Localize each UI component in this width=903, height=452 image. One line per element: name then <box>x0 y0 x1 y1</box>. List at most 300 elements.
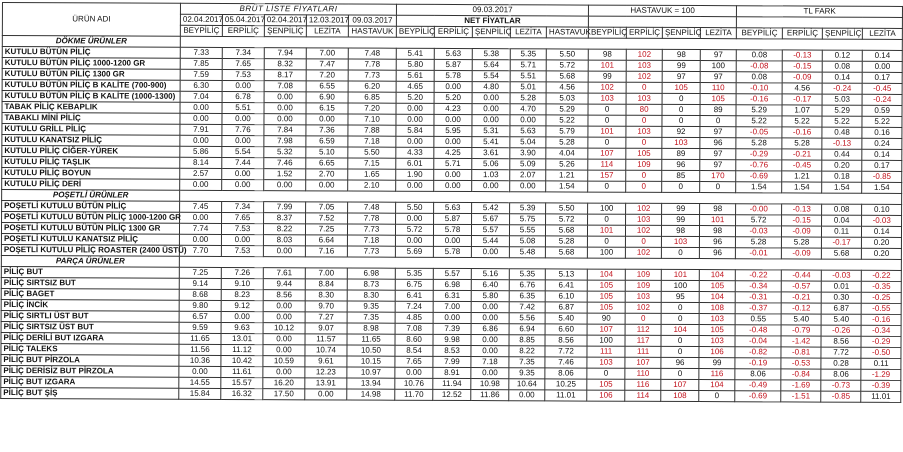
net-price-cell: 10.64 <box>509 379 545 390</box>
brut-price-cell: 7.65 <box>222 58 264 69</box>
tl-fark-cell: -0.15 <box>782 61 822 72</box>
net-price-cell: 4.80 <box>472 82 510 93</box>
net-price-cell: 5.57 <box>472 225 510 236</box>
tl-fark-cell: -0.69 <box>735 391 781 402</box>
brut-price-cell: 1.52 <box>264 169 306 180</box>
net-price-cell: 5.40 <box>545 313 587 324</box>
section-title: PARÇA ÜRÜNLER <box>1 256 179 268</box>
net-price-cell: 5.20 <box>396 92 434 103</box>
net-price-cell: 4.23 <box>434 103 472 114</box>
tl-fark-cell: 0.14 <box>862 149 902 160</box>
net-price-cell: 8.22 <box>509 346 545 357</box>
hastavuk-index-cell: 108 <box>699 303 735 314</box>
tl-fark-cell: 0.44 <box>822 149 862 160</box>
net-price-cell: 5.50 <box>546 49 588 60</box>
sub-net-2: ERPİLİÇ <box>434 26 472 37</box>
net-price-cell: 7.99 <box>433 356 471 367</box>
brut-price-cell: 10.74 <box>305 345 347 356</box>
hastavuk-index-cell: 105 <box>587 291 625 302</box>
net-price-cell: 6.41 <box>545 280 587 291</box>
brut-price-cell: 7.76 <box>222 124 264 135</box>
brut-price-cell: 7.34 <box>222 47 264 58</box>
hastavuk-index-cell: 99 <box>699 358 735 369</box>
product-name: PİLİÇ İNCİK <box>1 300 179 312</box>
hastavuk-index-cell: 105 <box>700 94 736 105</box>
net-price-cell: 0.00 <box>433 312 471 323</box>
net-price-cell: 5.50 <box>546 203 588 214</box>
hastavuk-index-cell: 105 <box>626 148 662 159</box>
hastavuk-index-cell: 114 <box>588 159 626 170</box>
hastavuk-index-cell: 104 <box>699 270 735 281</box>
sub-tl-4: LEZİTA <box>862 28 902 39</box>
tl-fark-cell: -0.15 <box>782 215 822 226</box>
net-price-cell: 5.41 <box>472 137 510 148</box>
brut-price-cell: 0.00 <box>263 334 305 345</box>
brut-price-cell: 9.44 <box>263 279 305 290</box>
tl-fark-cell: -0.26 <box>821 325 861 336</box>
tl-fark-cell: 8.06 <box>821 369 861 380</box>
hastavuk-index-cell: 98 <box>662 225 700 236</box>
hastavuk-index-cell: 109 <box>625 280 661 291</box>
hastavuk-index-cell: 99 <box>662 60 700 71</box>
tl-fark-cell: -0.16 <box>782 127 822 138</box>
tl-fark-cell: -0.24 <box>822 83 862 94</box>
net-price-cell: 6.87 <box>545 302 587 313</box>
brut-price-cell: 0.00 <box>305 389 347 400</box>
hastavuk-index-cell: 102 <box>626 49 662 60</box>
net-price-cell: 5.63 <box>434 202 472 213</box>
brut-price-cell: 7.84 <box>264 125 306 136</box>
tl-fark-cell: 0.08 <box>822 61 862 72</box>
brut-price-cell: 9.07 <box>305 323 347 334</box>
hastavuk-index-cell: 102 <box>626 71 662 82</box>
net-price-cell: 5.22 <box>546 115 588 126</box>
brut-price-cell: 10.59 <box>263 356 305 367</box>
product-name: KUTULU BÜTÜN PİLİÇ B KALİTE (700-900) <box>2 80 180 92</box>
hastavuk-index-cell: 99 <box>662 214 700 225</box>
hastavuk-index-cell: 99 <box>662 203 700 214</box>
product-name: KUTULU PİLİÇ DERİ <box>2 179 180 191</box>
tl-fark-cell: 1.54 <box>822 182 862 193</box>
brut-price-cell: 5.86 <box>180 146 222 157</box>
hastavuk-index-cell: 0 <box>700 116 736 127</box>
net-price-cell: 0.00 <box>396 114 434 125</box>
hastavuk-index-cell: 89 <box>700 105 736 116</box>
product-name: KUTULU PİLİÇ TAŞLIK <box>2 157 180 169</box>
hastavuk-index-cell: 105 <box>587 379 625 390</box>
hastavuk-index-cell: 0 <box>661 302 699 313</box>
product-name: PİLİÇ BAGET <box>1 289 179 301</box>
tl-fark-cell: -0.48 <box>735 325 781 336</box>
tl-fark-cell: -0.12 <box>781 303 821 314</box>
brut-price-cell: 7.08 <box>264 81 306 92</box>
brut-price-cell: 7.48 <box>348 48 396 59</box>
brut-price-cell: 7.05 <box>306 202 348 213</box>
hastavuk-index-cell: 97 <box>700 72 736 83</box>
tl-fark-cell: -0.21 <box>782 149 822 160</box>
brut-price-cell: 15.84 <box>179 388 221 399</box>
brut-price-cell: 7.34 <box>222 201 264 212</box>
hastavuk-index-cell: 97 <box>700 127 736 138</box>
hastavuk-index-cell: 103 <box>625 291 661 302</box>
hastavuk-index-cell: 90 <box>587 313 625 324</box>
brut-price-cell: 15.57 <box>221 377 263 388</box>
brut-price-cell: 0.00 <box>263 367 305 378</box>
net-price-cell: 5.87 <box>434 213 472 224</box>
hastavuk-index-cell: 104 <box>661 324 699 335</box>
tl-fark-cell: -1.29 <box>861 369 901 380</box>
tl-fark-cell: 0.24 <box>862 138 902 149</box>
net-price-cell: 8.54 <box>395 345 433 356</box>
brut-price-cell: 6.64 <box>305 235 347 246</box>
net-price-cell: 5.35 <box>510 49 546 60</box>
tl-fark-cell: 8.06 <box>735 369 781 380</box>
brut-price-cell: 2.10 <box>348 180 396 191</box>
hastavuk-index-cell: 0 <box>661 247 699 258</box>
hastavuk-index-cell: 107 <box>588 148 626 159</box>
tl-fark-cell: 5.28 <box>736 138 782 149</box>
brut-price-cell: 7.85 <box>180 58 222 69</box>
tl-fark-cell: 5.29 <box>736 105 782 116</box>
brut-price-cell: 16.32 <box>221 388 263 399</box>
net-price-cell: 7.00 <box>433 301 471 312</box>
brut-price-cell: 0.00 <box>179 366 221 377</box>
net-price-cell: 5.48 <box>509 247 545 258</box>
hastavuk-index-cell: 89 <box>662 148 700 159</box>
tl-fark-cell: 0.20 <box>862 248 902 259</box>
hastavuk-index-cell: 104 <box>699 380 735 391</box>
brut-price-cell: 0.00 <box>222 179 264 190</box>
hastavuk-index-cell: 0 <box>662 93 700 104</box>
brut-price-cell: 7.78 <box>348 213 396 224</box>
brut-price-cell: 0.00 <box>180 113 222 124</box>
net-price-cell: 5.71 <box>510 60 546 71</box>
tl-fark-cell: -0.35 <box>861 281 901 292</box>
tl-fark-cell: -1.42 <box>781 336 821 347</box>
hastavuk-index-cell: 112 <box>625 324 661 335</box>
net-price-cell: 5.68 <box>546 225 588 236</box>
net-price-cell: 0.00 <box>509 390 545 401</box>
net-price-cell: 5.28 <box>545 236 587 247</box>
hastavuk-index-cell: 96 <box>700 138 736 149</box>
product-name: KUTULU KANATSIZ PİLİÇ <box>2 135 180 147</box>
hastavuk-index-cell: 0 <box>626 82 662 93</box>
net-price-cell: 5.55 <box>510 225 546 236</box>
brut-price-cell: 7.73 <box>348 70 396 81</box>
net-price-cell: 5.08 <box>509 236 545 247</box>
tl-fark-cell: -0.25 <box>861 292 901 303</box>
net-price-cell: 5.87 <box>434 59 472 70</box>
brut-price-cell: 7.48 <box>348 202 396 213</box>
date-header: 09.03.2017 <box>396 4 588 16</box>
brut-price-cell: 7.15 <box>348 158 396 169</box>
net-price-cell: 9.35 <box>509 368 545 379</box>
brut-price-cell: 10.50 <box>347 345 395 356</box>
net-price-cell: 8.53 <box>433 345 471 356</box>
brut-price-cell: 8.84 <box>305 279 347 290</box>
brut-price-cell: 6.90 <box>306 92 348 103</box>
brut-price-cell: 6.57 <box>179 311 221 322</box>
tl-fark-cell: 0.08 <box>736 72 782 83</box>
net-price-cell: 1.21 <box>546 170 588 181</box>
brut-price-cell: 9.14 <box>179 278 221 289</box>
hastavuk-index-cell: 106 <box>699 347 735 358</box>
brut-price-cell: 7.65 <box>222 212 264 223</box>
hastavuk-index-cell: 103 <box>626 93 662 104</box>
tl-fark-cell: 0.08 <box>822 204 862 215</box>
net-price-cell: 0.00 <box>472 181 510 192</box>
brut-price-cell: 7.20 <box>306 70 348 81</box>
net-price-cell: 0.00 <box>472 115 510 126</box>
brut-price-cell: 7.00 <box>306 48 348 59</box>
net-price-cell: 5.44 <box>471 236 509 247</box>
net-price-cell: 3.90 <box>510 148 546 159</box>
tl-fark-cell: 0.20 <box>822 160 862 171</box>
brut-price-cell: 12.23 <box>305 367 347 378</box>
net-price-cell: 10.76 <box>395 378 433 389</box>
brut-price-cell: 9.70 <box>305 301 347 312</box>
brut-price-cell: 0.00 <box>263 301 305 312</box>
brut-price-cell: 6.65 <box>306 158 348 169</box>
tl-fark-cell: -0.85 <box>821 391 861 402</box>
brut-price-cell: 7.53 <box>221 245 263 256</box>
tl-fark-cell: -0.00 <box>736 204 782 215</box>
tl-fark-cell: 5.29 <box>822 105 862 116</box>
net-price-cell: 0.00 <box>396 180 434 191</box>
brut-price-cell: 7.78 <box>348 59 396 70</box>
brut-price-cell: 9.12 <box>221 300 263 311</box>
hastavuk-index-cell: 103 <box>662 236 700 247</box>
brut-price-cell: 0.00 <box>264 114 306 125</box>
hastavuk-index-cell: 0 <box>626 137 662 148</box>
hastavuk-index-cell: 0 <box>661 368 699 379</box>
hastavuk-index-cell: 103 <box>699 336 735 347</box>
hastavuk-index-cell: 109 <box>626 159 662 170</box>
brut-price-cell: 7.98 <box>264 136 306 147</box>
hastavuk-index-cell: 101 <box>588 225 626 236</box>
net-price-cell: 7.42 <box>509 302 545 313</box>
brut-price-cell: 0.00 <box>221 234 263 245</box>
brut-price-cell: 11.65 <box>179 333 221 344</box>
tl-fark-cell: 0.28 <box>821 358 861 369</box>
hastavuk-index-cell: 110 <box>700 83 736 94</box>
brut-price-cell: 7.74 <box>179 223 221 234</box>
hastavuk-index-cell: 0 <box>626 181 662 192</box>
hastavuk-index-cell: 0 <box>587 368 625 379</box>
sub-ht-4: LEZİTA <box>700 28 736 39</box>
tl-fark-cell: -0.44 <box>781 270 821 281</box>
brut-price-cell: 11.65 <box>347 334 395 345</box>
tl-fark-cell: 0.30 <box>821 292 861 303</box>
net-price-cell: 0.00 <box>510 115 546 126</box>
section-title: DÖKME ÜRÜNLER <box>2 36 180 48</box>
hastavuk-index-cell: 0 <box>588 115 626 126</box>
net-price-cell: 7.46 <box>545 357 587 368</box>
hastavuk-index-cell: 99 <box>588 71 626 82</box>
sub-brut-5: HASTAVUK <box>348 26 396 37</box>
product-name: KUTULU PİLİÇ BOYUN <box>2 168 180 180</box>
hastavuk-index-cell: 100 <box>588 203 626 214</box>
hastavuk-index-cell: 106 <box>587 390 625 401</box>
product-name: TABAKLI MİNİ PİLİÇ <box>2 113 180 125</box>
net-price-cell: 4.04 <box>546 148 588 159</box>
net-price-cell: 0.00 <box>471 335 509 346</box>
brut-price-cell: 7.47 <box>306 59 348 70</box>
hastavuk-index-cell: 0 <box>626 236 662 247</box>
hastavuk-index-cell: 157 <box>588 170 626 181</box>
product-name: PİLİÇ DERİLİ BUT IZGARA <box>1 333 179 345</box>
product-name: PİLİÇ BUT <box>1 267 179 279</box>
brut-price-cell: 0.00 <box>222 113 264 124</box>
tl-fark-cell: 5.40 <box>821 314 861 325</box>
net-price-cell: 11.01 <box>545 390 587 401</box>
brut-price-cell: 10.97 <box>347 367 395 378</box>
hastavuk-index-cell: 97 <box>662 71 700 82</box>
brut-price-cell: 8.30 <box>305 290 347 301</box>
tl-fark-cell: -0.37 <box>735 303 781 314</box>
net-price-cell: 5.03 <box>546 93 588 104</box>
net-price-cell: 5.72 <box>546 60 588 71</box>
tl-fark-header: TL FARK <box>737 6 903 18</box>
hastavuk-index-cell: 100 <box>587 335 625 346</box>
hastavuk-index-cell: 103 <box>587 357 625 368</box>
hastavuk-index-cell: 108 <box>661 390 699 401</box>
tl-fark-cell: -0.29 <box>861 336 901 347</box>
brut-price-cell: 8.14 <box>180 157 222 168</box>
brut-price-cell: 7.59 <box>180 69 222 80</box>
brut-price-cell: 7.35 <box>347 312 395 323</box>
hastavuk-index-cell: 97 <box>700 50 736 61</box>
tl-fark-cell: -0.13 <box>822 138 862 149</box>
brut-price-cell: 5.32 <box>264 147 306 158</box>
brut-price-cell: 0.00 <box>180 102 222 113</box>
hastavuk-index-cell: 98 <box>588 49 626 60</box>
product-name: PİLİÇ SIRTSIZ ÜST BUT <box>1 322 179 334</box>
tl-fark-cell: -0.10 <box>736 83 782 94</box>
net-price-cell: 5.78 <box>434 224 472 235</box>
brut-price-cell: 7.70 <box>179 245 221 256</box>
hastavuk-index-cell: 100 <box>700 61 736 72</box>
hastavuk-index-cell: 102 <box>588 82 626 93</box>
tl-fark-cell: 5.68 <box>822 248 862 259</box>
product-name: PİLİÇ SIRTSIZ BUT <box>1 278 179 290</box>
brut-price-cell: 10.36 <box>179 355 221 366</box>
hastavuk-header: HASTAVUK = 100 <box>589 5 737 17</box>
brut-price-cell: 7.36 <box>306 125 348 136</box>
product-name: KUTULU BÜTÜN PİLİÇ B KALİTE (1000-1300) <box>2 91 180 103</box>
net-price-cell: 6.94 <box>509 324 545 335</box>
tl-fark-cell: -0.79 <box>781 325 821 336</box>
tl-fark-cell: -0.04 <box>735 336 781 347</box>
tl-fark-cell: 0.16 <box>862 127 902 138</box>
tl-fark-cell: -0.08 <box>736 61 782 72</box>
product-name: KUTULU PİLİÇ CİĞER-YÜREK <box>2 146 180 158</box>
tl-fark-cell: -0.21 <box>781 292 821 303</box>
tl-fark-cell: -0.24 <box>862 94 902 105</box>
brut-price-cell: 0.00 <box>306 114 348 125</box>
hastavuk-index-cell: 116 <box>699 369 735 380</box>
net-price-cell: 3.61 <box>472 148 510 159</box>
net-price-cell: 5.78 <box>434 70 472 81</box>
product-name: PİLİÇ BUT PİRZOLA <box>1 355 179 367</box>
hastavuk-index-cell: 103 <box>699 314 735 325</box>
net-price-cell: 6.40 <box>471 280 509 291</box>
net-price-cell: 0.00 <box>471 346 509 357</box>
brut-price-cell: 0.00 <box>263 312 305 323</box>
product-name: POŞETLİ KUTULU BÜTÜN PİLİÇ <box>2 201 180 213</box>
net-price-cell: 7.08 <box>395 323 433 334</box>
hastavuk-index-cell: 105 <box>587 302 625 313</box>
brut-price-cell: 1.65 <box>348 169 396 180</box>
product-name: KUTULU GRİLL PİLİÇ <box>2 124 180 136</box>
hastavuk-index-cell: 97 <box>700 160 736 171</box>
brut-price-cell: 16.20 <box>263 378 305 389</box>
sub-ht-2: ERPİLİÇ <box>626 27 662 38</box>
tl-fark-cell: -0.03 <box>862 215 902 226</box>
net-price-cell: 0.00 <box>472 93 510 104</box>
net-price-cell: 5.57 <box>433 268 471 279</box>
tl-fark-cell: -0.01 <box>736 248 782 259</box>
tl-fark-cell: 0.55 <box>735 314 781 325</box>
tl-fark-cell: -0.16 <box>861 314 901 325</box>
net-price-cell: 6.31 <box>433 290 471 301</box>
net-price-cell: 5.29 <box>546 104 588 115</box>
net-price-cell: 0.00 <box>434 136 472 147</box>
hastavuk-index-cell: 0 <box>662 104 700 115</box>
tl-fark-cell: 5.22 <box>736 116 782 127</box>
tl-fark-cell: 5.28 <box>782 237 822 248</box>
tl-fark-cell: -0.85 <box>862 171 902 182</box>
net-price-cell: 5.06 <box>472 159 510 170</box>
brut-price-cell: 17.50 <box>263 389 305 400</box>
hastavuk-index-cell: 101 <box>588 60 626 71</box>
net-price-cell: 6.01 <box>396 158 434 169</box>
net-price-cell: 0.00 <box>434 81 472 92</box>
net-price-cell: 0.00 <box>433 235 471 246</box>
hastavuk-index-cell: 103 <box>626 126 662 137</box>
net-price-cell: 5.79 <box>546 126 588 137</box>
net-price-cell: 0.00 <box>472 104 510 115</box>
hastavuk-index-cell: 105 <box>587 280 625 291</box>
hastavuk-index-cell: 103 <box>662 137 700 148</box>
net-price-cell: 2.07 <box>510 170 546 181</box>
tl-fark-cell: -0.09 <box>782 248 822 259</box>
sub-tl-2: ERPİLİÇ <box>782 28 822 39</box>
net-price-cell: 5.04 <box>510 137 546 148</box>
hastavuk-index-cell: 0 <box>588 181 626 192</box>
tl-fark-cell: -0.16 <box>736 94 782 105</box>
tl-fark-cell: -1.69 <box>781 380 821 391</box>
brut-price-cell: 7.52 <box>306 213 348 224</box>
net-price-cell: 5.26 <box>546 159 588 170</box>
net-price-cell: 5.16 <box>471 269 509 280</box>
tl-fark-cell: 0.14 <box>862 50 902 61</box>
hastavuk-index-cell: 0 <box>661 313 699 324</box>
tl-fark-cell: 0.14 <box>862 226 902 237</box>
urun-adi-header: ÜRÜN ADI <box>2 3 180 37</box>
brut-price-cell: 6.98 <box>347 268 395 279</box>
tl-fark-cell: 6.87 <box>821 303 861 314</box>
net-price-cell: 5.35 <box>395 268 433 279</box>
sub-net-3: ŞENPİLİÇ <box>472 27 510 38</box>
net-price-cell: 12.52 <box>433 389 471 400</box>
net-price-cell: 5.31 <box>472 126 510 137</box>
brut-price-cell: 7.04 <box>180 91 222 102</box>
tl-fark-cell: -0.34 <box>735 281 781 292</box>
tl-fark-cell: 0.04 <box>822 215 862 226</box>
brut-price-cell: 7.25 <box>305 224 347 235</box>
hastavuk-index-cell: 0 <box>588 104 626 115</box>
